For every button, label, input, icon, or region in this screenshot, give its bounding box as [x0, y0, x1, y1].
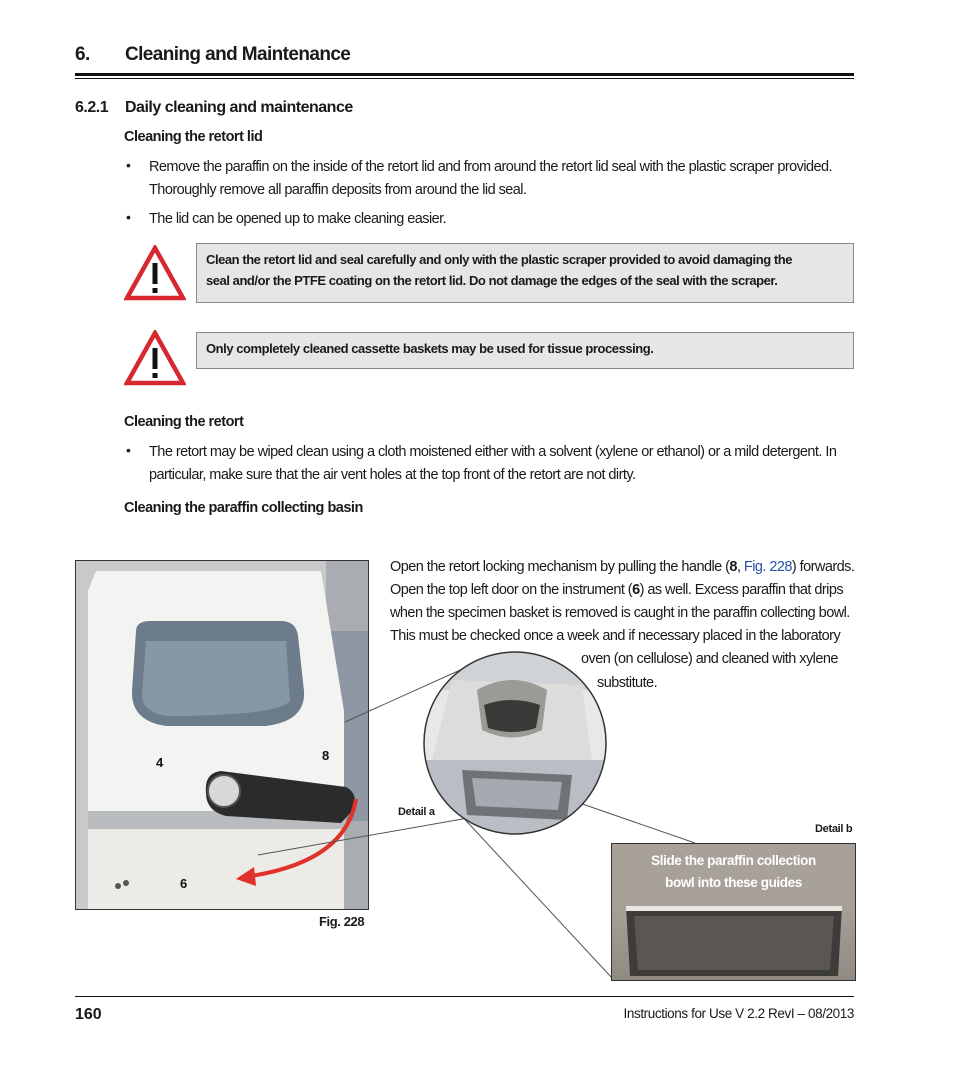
callout-4: 4: [156, 755, 164, 770]
section-number: 6.: [75, 44, 90, 65]
detail-b-photo: [611, 843, 856, 981]
text-span: ) as well. Excess paraffin that drips: [639, 582, 844, 598]
detail-b-caption: [612, 850, 855, 894]
subsection-number: 6.2.1: [75, 99, 109, 116]
caption-line: bowl into these guides: [665, 875, 802, 890]
figure-link[interactable]: Fig. 228: [743, 559, 792, 575]
page-number: 160: [75, 1006, 102, 1023]
basin-heading: Cleaning the paraffin collecting basin: [124, 500, 363, 516]
figure-label: Fig. 228: [319, 914, 365, 929]
text-span: ,: [736, 559, 744, 575]
text-line: substitute.: [597, 675, 658, 691]
warning-line: Only completely cleaned cassette baskets may be used for tissue processing.: [206, 341, 654, 356]
callout-8: 8: [322, 748, 330, 763]
text-line: Remove the paraffin on the inside of the retort lid and from around the retort lid seal with the plastic scraper provided.: [149, 159, 833, 175]
text-line: This must be checked once a week and if necessary placed in the laboratory: [390, 628, 841, 644]
detail-b-label: Detail b: [815, 823, 853, 835]
bullet-symbol: •: [126, 209, 131, 225]
caption-line: Slide the paraffin collection: [651, 853, 816, 868]
text-span: Open the top left door on the instrument (: [390, 582, 633, 598]
text-line: oven (on cellulose) and cleaned with xylene: [581, 651, 838, 667]
warning-line: Clean the retort lid and seal carefully and only with the plastic scraper provided to avoid damaging the: [206, 252, 793, 267]
text-line: when the specimen basket is removed is caught in the paraffin collecting bowl.: [390, 605, 850, 621]
document-info: Instructions for Use V 2.2 RevI – 08/2013: [623, 1006, 854, 1021]
connector-line: [458, 812, 612, 978]
text-span: ) forwards.: [791, 559, 855, 575]
text-line: The retort may be wiped clean using a cloth moistened either with a solvent (xylene or ethanol) or a mild detergent. In: [149, 444, 837, 460]
bullet-symbol: •: [126, 442, 131, 458]
section-title: Cleaning and Maintenance: [125, 44, 351, 65]
detail-a-circle: [422, 650, 608, 836]
retort-lid-heading: Cleaning the retort lid: [124, 129, 263, 145]
retort-lid-bullet-2: The lid can be opened up to make cleaning easier.: [149, 211, 447, 227]
callout-6: 6: [180, 876, 188, 891]
warning-line: seal and/or the PTFE coating on the retort lid. Do not damage the edges of the seal with the scraper.: [206, 273, 778, 288]
callout-ref-8: 8: [729, 559, 737, 575]
text-line: particular, make sure that the air vent holes at the top front of the retort are not dirty.: [149, 467, 636, 483]
text-line: Thoroughly remove all paraffin deposits from around the lid seal.: [149, 182, 527, 198]
callout-ref-6: 6: [632, 582, 640, 598]
retort-heading: Cleaning the retort: [124, 414, 244, 430]
bullet-symbol: •: [126, 157, 131, 173]
subsection-title: Daily cleaning and maintenance: [125, 99, 353, 116]
text-span: Open the retort locking mechanism by pulling the handle (: [390, 559, 730, 575]
detail-a-label: Detail a: [398, 806, 435, 818]
footer-rule: [75, 996, 854, 997]
